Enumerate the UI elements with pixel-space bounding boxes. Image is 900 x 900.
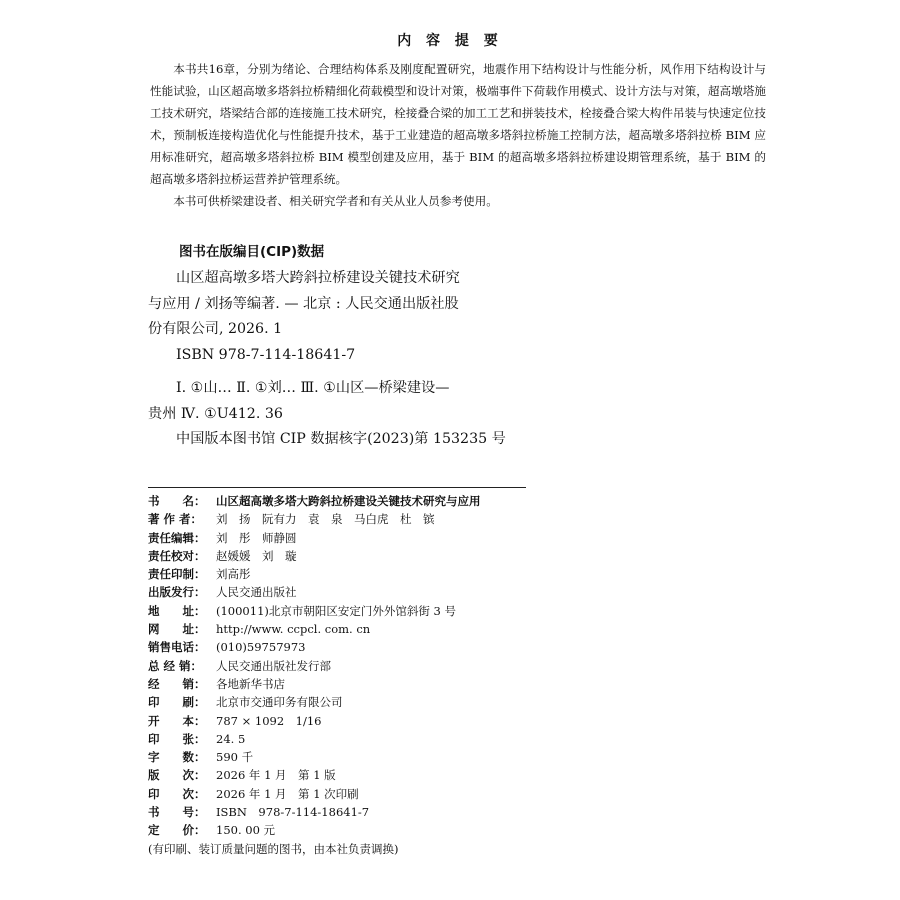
quality-note: (有印刷、装订质量问题的图书，由本社负责调换) xyxy=(148,841,399,856)
credit-label: 印 次： xyxy=(148,786,206,801)
credit-label: 书 名： xyxy=(148,494,206,508)
credit-value: 2026 年 1 月 第 1 版 xyxy=(216,768,336,783)
credit-label: 开 本： xyxy=(148,713,206,728)
cip-check-number-line: 中国版本图书馆 CIP 数据核字(2023)第 153235 号 xyxy=(176,431,506,447)
credit-label: 责任校对： xyxy=(148,548,206,563)
cip-classification-line-2: 贵州 Ⅳ. ①U412. 36 xyxy=(148,405,283,422)
credit-value: 2026 年 1 月 第 1 次印刷 xyxy=(216,786,359,801)
summary-paragraph: 本书共16章，分别为绪论、合理结构体系及刚度配置研究，地震作用下结构设计与性能分析，风作用下结构设计与性能试验，山区超高墩多塔斜拉桥精细化荷载模型和设计对策，极端事件下荷载作用模式、设计方法与对策，超高墩塔施工技术研究，塔梁结合部的连接施工技术研究，栓接叠合梁的加工工艺和拼装技术，栓接叠合梁大构件吊装与快速定位技术，预制板连接构造优化与性能提升技术，基于工业建造的超高墩多塔斜拉桥施工控制方法，超高墩多塔斜拉桥 BIM 应用标准研究，超高墩多塔斜拉桥 BIM 模型创建及应用，基于 BIM 的超高墩多塔斜拉桥建设期管理系统，基于 BIM 的超高墩多塔斜拉桥运营养护管理系统。 xyxy=(150,62,766,186)
credit-value: 刘 扬 阮有力 袁 泉 马白虎 杜 镔 xyxy=(216,512,435,527)
credit-label: 书 号： xyxy=(148,805,206,820)
credit-label: 字 数： xyxy=(148,750,206,765)
credit-value: 各地新华书店 xyxy=(216,676,285,691)
credit-row-edition xyxy=(148,766,788,784)
credit-row-address xyxy=(148,602,788,620)
cip-heading: 图书在版编目(CIP)数据 xyxy=(179,244,325,260)
credit-row-authors xyxy=(148,510,788,528)
summary-body xyxy=(150,58,766,212)
credit-row-phone xyxy=(148,638,788,656)
cip-classification-line: Ⅰ. ①山… Ⅱ. ①刘… Ⅲ. ①山区—桥梁建设— xyxy=(176,380,450,396)
credit-row-print-manager xyxy=(148,565,788,583)
cip-title-line: 山区超高墩多塔大跨斜拉桥建设关键技术研究 xyxy=(176,270,460,286)
cip-record xyxy=(148,266,518,453)
credit-label: 出版发行： xyxy=(148,585,206,600)
credit-value: 787 × 1092 1/16 xyxy=(216,713,322,728)
credit-label: 销售电话： xyxy=(148,640,206,655)
credits-list xyxy=(148,492,788,858)
credit-row-proofreaders xyxy=(148,547,788,565)
credit-value: 刘高彤 xyxy=(216,567,251,582)
credit-label: 定 价： xyxy=(148,823,206,838)
credit-value: 赵媛媛 刘 璇 xyxy=(216,548,297,563)
credit-label: 版 次： xyxy=(148,768,206,783)
credit-label: 总 经 销： xyxy=(148,658,203,673)
credit-value: 人民交通出版社发行部 xyxy=(216,658,331,673)
credit-value: 24. 5 xyxy=(216,731,246,746)
credit-row-word-count xyxy=(148,748,788,766)
cip-publisher-line: 份有限公司, 2026. 1 xyxy=(148,321,283,337)
credit-value: 山区超高墩多塔大跨斜拉桥建设关键技术研究与应用 xyxy=(216,494,481,508)
credit-row-isbn xyxy=(148,803,788,821)
credit-value: (100011)北京市朝阳区安定门外外馆斜街 3 号 xyxy=(216,603,456,618)
credit-row-sheets xyxy=(148,730,788,748)
cip-isbn-line: ISBN 978-7-114-18641-7 xyxy=(176,346,356,363)
credit-value: (010)59757973 xyxy=(216,640,306,655)
credit-row-printer xyxy=(148,693,788,711)
credit-label: 地 址： xyxy=(148,603,206,618)
summary-paragraph: 本书可供桥梁建设者、相关研究学者和有关从业人员参考使用。 xyxy=(173,194,498,208)
divider-rule xyxy=(148,487,526,488)
credit-value: ISBN 978-7-114-18641-7 xyxy=(216,805,370,820)
credit-row-website xyxy=(148,620,788,638)
credit-row-price xyxy=(148,821,788,839)
cip-spacer xyxy=(148,368,518,376)
credit-value: 人民交通出版社 xyxy=(216,585,297,600)
summary-title: 内 容 提 要 xyxy=(397,33,503,49)
credit-label: 著 作 者： xyxy=(148,512,203,527)
credit-value: 150. 00 元 xyxy=(216,823,276,838)
credit-row-seller xyxy=(148,675,788,693)
credit-label: 经 销： xyxy=(148,676,206,691)
credit-label: 责任编辑： xyxy=(148,530,206,545)
credit-value: http://www. ccpcl. com. cn xyxy=(216,622,371,637)
credit-row-distributor xyxy=(148,657,788,675)
credit-value: 590 千 xyxy=(216,750,254,765)
credit-label: 印 刷： xyxy=(148,695,206,710)
cip-author-line: 与应用 / 刘扬等编著. — 北京 : 人民交通出版社股 xyxy=(148,295,459,312)
credit-row-title xyxy=(148,492,788,510)
credit-row-format xyxy=(148,712,788,730)
credit-label: 责任印制： xyxy=(148,567,206,582)
credit-value: 北京市交通印务有限公司 xyxy=(216,695,343,710)
credit-row-publisher xyxy=(148,583,788,601)
credit-label: 印 张： xyxy=(148,731,206,746)
credit-label: 网 址： xyxy=(148,622,206,637)
credit-row-printing xyxy=(148,785,788,803)
credit-value: 刘 彤 师静圆 xyxy=(216,530,297,545)
credit-row-editors xyxy=(148,529,788,547)
